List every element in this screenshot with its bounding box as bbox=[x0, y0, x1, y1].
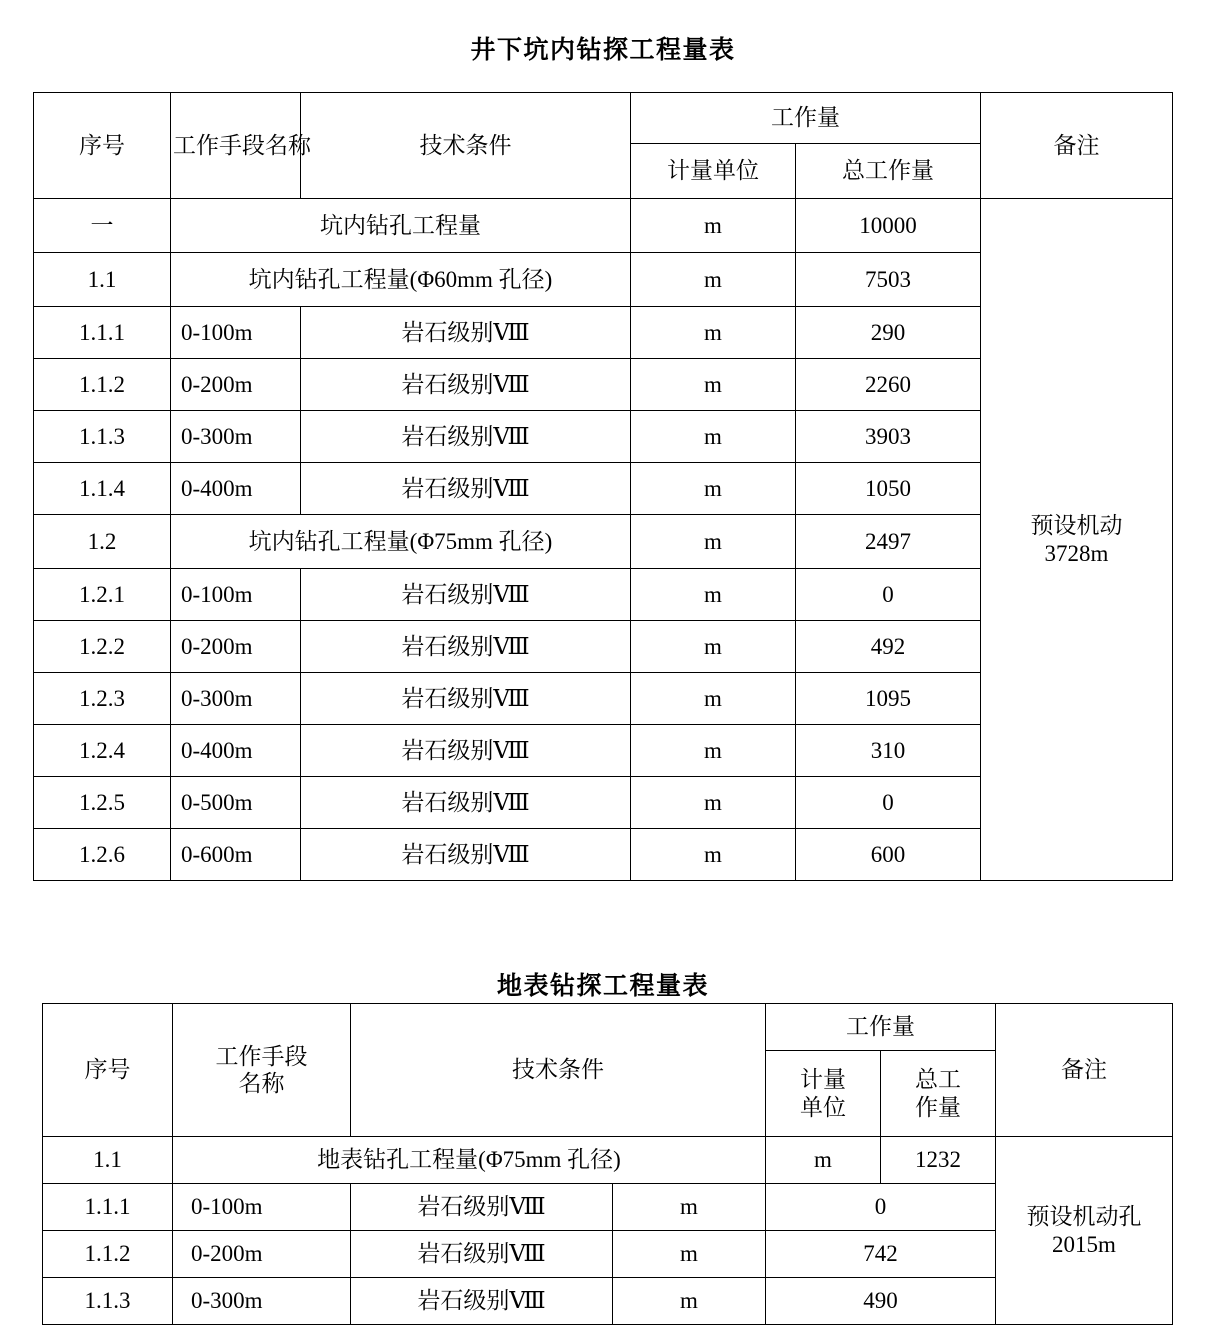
cell-unit: m bbox=[631, 307, 796, 359]
note-line-2: 3728m bbox=[1044, 540, 1109, 566]
cell-note bbox=[981, 199, 1173, 881]
cell-seq: 1.1 bbox=[43, 1137, 173, 1184]
cell-tech: 岩石级别Ⅷ bbox=[301, 725, 631, 777]
cell-seq: 一 bbox=[34, 199, 171, 253]
cell-unit: m bbox=[631, 621, 796, 673]
header-tech: 技术条件 bbox=[301, 93, 631, 199]
note-line-1: 预设机动 bbox=[1030, 513, 1123, 539]
cell-seq: 1.2.2 bbox=[34, 621, 171, 673]
cell-means: 0-300m bbox=[171, 673, 301, 725]
cell-unit: m bbox=[631, 725, 796, 777]
cell-tech: 岩石级别Ⅷ bbox=[301, 829, 631, 881]
header-seq: 序号 bbox=[34, 93, 171, 199]
cell-unit: m bbox=[631, 569, 796, 621]
cell-seq: 1.1.2 bbox=[43, 1231, 173, 1278]
cell-means: 0-600m bbox=[171, 829, 301, 881]
cell-seq: 1.1.1 bbox=[34, 307, 171, 359]
header-unit-line-2: 单位 bbox=[800, 1094, 846, 1120]
cell-total: 1095 bbox=[796, 673, 981, 725]
cell-tech: 岩石级别Ⅷ bbox=[351, 1278, 613, 1325]
header-total bbox=[881, 1051, 996, 1137]
header-means bbox=[173, 1004, 351, 1137]
table-1-header-row bbox=[34, 93, 1173, 144]
header-unit: 计量单位 bbox=[631, 144, 796, 199]
cell-total: 310 bbox=[796, 725, 981, 777]
cell-seq: 1.1.3 bbox=[34, 411, 171, 463]
underground-drilling-table bbox=[33, 92, 1173, 881]
cell-means: 0-200m bbox=[173, 1231, 351, 1278]
cell-unit: m bbox=[631, 777, 796, 829]
cell-means: 0-100m bbox=[171, 569, 301, 621]
cell-unit: m bbox=[631, 359, 796, 411]
cell-note bbox=[996, 1137, 1173, 1325]
cell-span-label: 坑内钻孔工程量(Φ60mm 孔径) bbox=[171, 253, 631, 307]
cell-seq: 1.1.3 bbox=[43, 1278, 173, 1325]
cell-seq: 1.2.3 bbox=[34, 673, 171, 725]
header-means-line-1: 工作手段 bbox=[215, 1043, 308, 1069]
cell-span-label: 坑内钻孔工程量(Φ75mm 孔径) bbox=[171, 515, 631, 569]
cell-tech: 岩石级别Ⅷ bbox=[301, 621, 631, 673]
header-workload: 工作量 bbox=[766, 1004, 996, 1051]
cell-seq: 1.2 bbox=[34, 515, 171, 569]
cell-tech: 岩石级别Ⅷ bbox=[301, 673, 631, 725]
cell-seq: 1.1.1 bbox=[43, 1184, 173, 1231]
cell-seq: 1.2.4 bbox=[34, 725, 171, 777]
cell-seq: 1.2.5 bbox=[34, 777, 171, 829]
cell-total: 7503 bbox=[796, 253, 981, 307]
cell-seq: 1.1 bbox=[34, 253, 171, 307]
cell-tech: 岩石级别Ⅷ bbox=[351, 1184, 613, 1231]
cell-tech: 岩石级别Ⅷ bbox=[301, 569, 631, 621]
cell-seq: 1.1.2 bbox=[34, 359, 171, 411]
cell-seq: 1.2.1 bbox=[34, 569, 171, 621]
table-2-title: 地表钻探工程量表 bbox=[496, 973, 709, 1000]
cell-span-label: 坑内钻孔工程量 bbox=[171, 199, 631, 253]
cell-unit: m bbox=[613, 1278, 766, 1325]
cell-unit: m bbox=[613, 1184, 766, 1231]
table-row bbox=[34, 199, 1173, 253]
cell-seq: 1.1.4 bbox=[34, 463, 171, 515]
table-2-header-row bbox=[43, 1004, 1173, 1051]
cell-means: 0-400m bbox=[171, 463, 301, 515]
header-note: 备注 bbox=[981, 93, 1173, 199]
cell-unit: m bbox=[631, 829, 796, 881]
cell-unit: m bbox=[631, 463, 796, 515]
note-line-1: 预设机动孔 bbox=[1026, 1204, 1142, 1230]
header-total: 总工作量 bbox=[796, 144, 981, 199]
cell-unit: m bbox=[631, 253, 796, 307]
cell-tech: 岩石级别Ⅷ bbox=[301, 359, 631, 411]
cell-seq: 1.2.6 bbox=[34, 829, 171, 881]
cell-unit: m bbox=[631, 515, 796, 569]
note-line-2: 2015m bbox=[1052, 1231, 1116, 1257]
cell-means: 0-300m bbox=[173, 1278, 351, 1325]
cell-total: 2260 bbox=[796, 359, 981, 411]
cell-total: 492 bbox=[796, 621, 981, 673]
surface-drilling-table bbox=[42, 1003, 1173, 1325]
cell-total: 0 bbox=[766, 1184, 996, 1231]
cell-span-label: 地表钻孔工程量(Φ75mm 孔径) bbox=[173, 1137, 766, 1184]
cell-total: 490 bbox=[766, 1278, 996, 1325]
header-unit bbox=[766, 1051, 881, 1137]
cell-total: 1232 bbox=[881, 1137, 996, 1184]
cell-total: 290 bbox=[796, 307, 981, 359]
cell-means: 0-400m bbox=[171, 725, 301, 777]
cell-unit: m bbox=[631, 199, 796, 253]
cell-total: 10000 bbox=[796, 199, 981, 253]
cell-means: 0-300m bbox=[171, 411, 301, 463]
header-tech: 技术条件 bbox=[351, 1004, 766, 1137]
cell-tech: 岩石级别Ⅷ bbox=[301, 411, 631, 463]
header-workload: 工作量 bbox=[631, 93, 981, 144]
table-1-title: 井下坑内钻探工程量表 bbox=[470, 37, 736, 64]
header-unit-line-1: 计量 bbox=[800, 1067, 846, 1093]
cell-total: 3903 bbox=[796, 411, 981, 463]
cell-tech: 岩石级别Ⅷ bbox=[301, 463, 631, 515]
cell-means: 0-100m bbox=[173, 1184, 351, 1231]
cell-unit: m bbox=[613, 1231, 766, 1278]
cell-total: 742 bbox=[766, 1231, 996, 1278]
header-means-line-2: 名称 bbox=[238, 1071, 285, 1096]
cell-total: 1050 bbox=[796, 463, 981, 515]
header-total-line-2: 作量 bbox=[915, 1094, 961, 1120]
cell-unit: m bbox=[631, 411, 796, 463]
table-row bbox=[43, 1137, 1173, 1184]
cell-total: 2497 bbox=[796, 515, 981, 569]
cell-total: 600 bbox=[796, 829, 981, 881]
cell-tech: 岩石级别Ⅷ bbox=[351, 1231, 613, 1278]
cell-means: 0-100m bbox=[171, 307, 301, 359]
header-total-line-1: 总工 bbox=[915, 1067, 961, 1093]
cell-unit: m bbox=[631, 673, 796, 725]
cell-tech: 岩石级别Ⅷ bbox=[301, 307, 631, 359]
cell-means: 0-500m bbox=[171, 777, 301, 829]
header-note: 备注 bbox=[996, 1004, 1173, 1137]
cell-total: 0 bbox=[796, 777, 981, 829]
cell-means: 0-200m bbox=[171, 359, 301, 411]
cell-total: 0 bbox=[796, 569, 981, 621]
cell-tech: 岩石级别Ⅷ bbox=[301, 777, 631, 829]
cell-unit: m bbox=[766, 1137, 881, 1184]
header-means: 工作手段名称 bbox=[171, 93, 301, 199]
header-seq: 序号 bbox=[43, 1004, 173, 1137]
cell-means: 0-200m bbox=[171, 621, 301, 673]
